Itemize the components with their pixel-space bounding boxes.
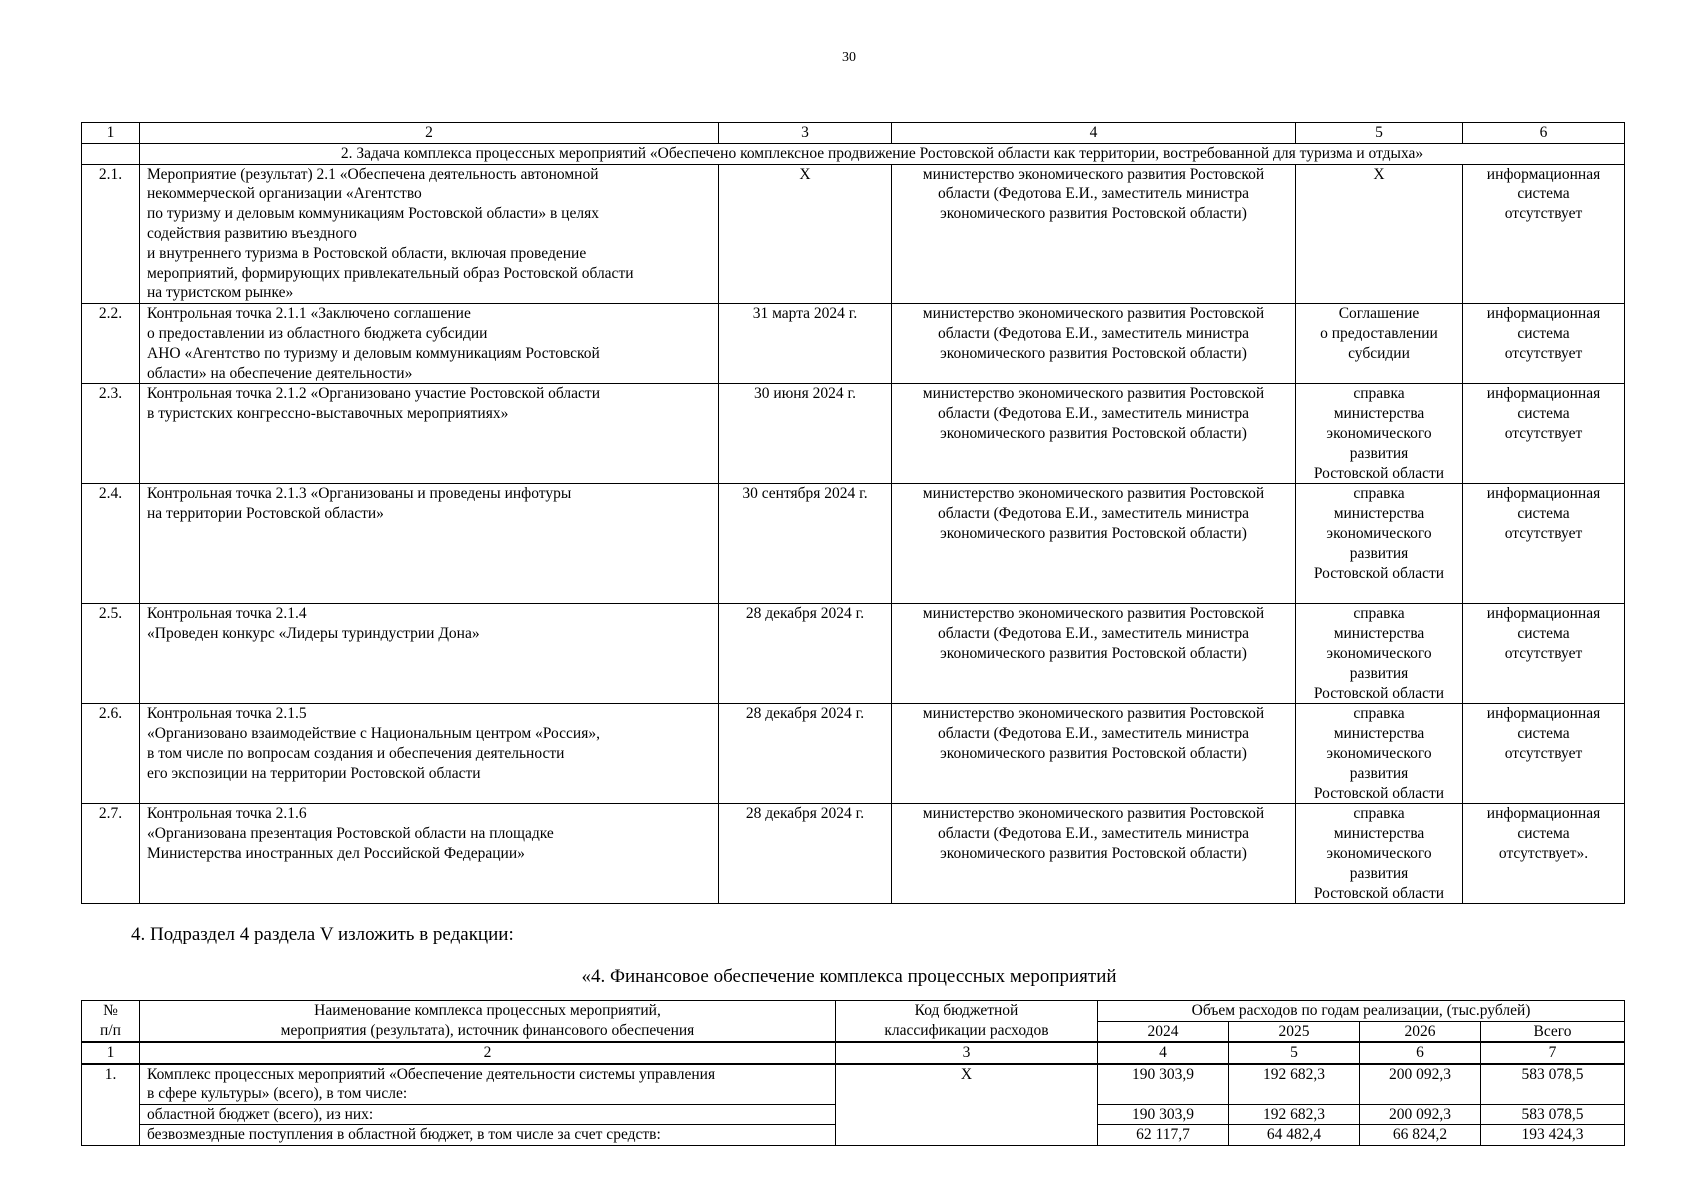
row-info-system: информационная система отсутствует	[1463, 304, 1625, 384]
header-total: Всего	[1481, 1021, 1625, 1042]
header-year: 2026	[1360, 1021, 1481, 1042]
task-empty-cell	[82, 143, 140, 164]
table-row	[82, 704, 1625, 804]
table-row	[82, 484, 1625, 604]
financing-table	[81, 1000, 1625, 1146]
row-number: 2.5.	[82, 604, 140, 704]
header-volume: Объем расходов по годам реализации, (тыс.рублей)	[1098, 1001, 1625, 1022]
column-number: 6	[1360, 1042, 1481, 1064]
value-2025: 192 682,3	[1229, 1064, 1360, 1105]
row-number: 2.4.	[82, 484, 140, 604]
value-2024: 190 303,9	[1098, 1104, 1229, 1125]
row-date: 30 июня 2024 г.	[719, 384, 892, 484]
column-number: 2	[140, 1042, 836, 1064]
row-responsible: министерство экономического развития Ростовской области (Федотова Е.И., заместитель министра экономического развития Ростовской области)	[892, 164, 1296, 304]
task-row	[82, 143, 1625, 164]
header-row	[82, 1001, 1625, 1022]
column-number: 5	[1296, 123, 1463, 144]
row-name: Контрольная точка 2.1.1 «Заключено соглашение о предоставлении из областного бюджета субсидии АНО «Агентство по туризму и деловым коммуникациям Ростовской области» на обеспечение деятельности»	[140, 304, 719, 384]
row-info-system: информационная система отсутствует	[1463, 164, 1625, 304]
activities-table	[81, 122, 1625, 904]
header-code: Код бюджетной классификации расходов	[836, 1001, 1098, 1043]
value-2025: 192 682,3	[1229, 1104, 1360, 1125]
row-document: Х	[1296, 164, 1463, 304]
row-date: 30 сентября 2024 г.	[719, 484, 892, 604]
row-document: справка министерства экономического развития Ростовской области	[1296, 484, 1463, 604]
column-number: 6	[1463, 123, 1625, 144]
row-name: Контрольная точка 2.1.5 «Организовано взаимодействие с Национальным центром «Россия», в том числе по вопросам создания и обеспечения деятельности его экспозиции на территории Ростовской области	[140, 704, 719, 804]
row-info-system: информационная система отсутствует	[1463, 384, 1625, 484]
subsection-title: «4. Финансовое обеспечение комплекса процессных мероприятий	[581, 966, 1117, 987]
row-date: 28 декабря 2024 г.	[719, 704, 892, 804]
row-date: 28 декабря 2024 г.	[719, 604, 892, 704]
value-total: 193 424,3	[1481, 1125, 1625, 1146]
value-total: 583 078,5	[1481, 1064, 1625, 1105]
value-2024: 190 303,9	[1098, 1064, 1229, 1105]
value-2026: 200 092,3	[1360, 1104, 1481, 1125]
row-date: 31 марта 2024 г.	[719, 304, 892, 384]
row-name: Мероприятие (результат) 2.1 «Обеспечена деятельность автономной некоммерческой организации «Агентство по туризму и деловым коммуникациям Ростовской области» в целях содействия развитию въездного и внутреннего туризма в Ростовской области, включая проведение мероприятий, формирующих привлекательный образ Ростовской области на туристском рынке»	[140, 164, 719, 304]
header-name: Наименование комплекса процессных мероприятий, мероприятия (результата), источник финансового обеспечения	[140, 1001, 836, 1043]
column-number: 1	[82, 123, 140, 144]
row-info-system: информационная система отсутствует».	[1463, 804, 1625, 904]
row-number: 2.7.	[82, 804, 140, 904]
column-number: 1	[82, 1042, 140, 1064]
column-number-row	[82, 123, 1625, 144]
value-2025: 64 482,4	[1229, 1125, 1360, 1146]
table-row	[82, 804, 1625, 904]
row-name: Контрольная точка 2.1.3 «Организованы и проведены инфотуры на территории Ростовской области»	[140, 484, 719, 604]
row-document: Соглашение о предоставлении субсидии	[1296, 304, 1463, 384]
row-document: справка министерства экономического развития Ростовской области	[1296, 384, 1463, 484]
row-number: 2.6.	[82, 704, 140, 804]
row-name: Комплекс процессных мероприятий «Обеспечение деятельности системы управления в сфере культуры» (всего), в том числе:	[140, 1064, 836, 1105]
column-number: 7	[1481, 1042, 1625, 1064]
column-number: 4	[892, 123, 1296, 144]
task-title: 2. Задача комплекса процессных мероприятий «Обеспечено комплексное продвижение Ростовской области как территории, востребованной для туризма и отдыха»	[140, 143, 1625, 164]
section-instruction: 4. Подраздел 4 раздела V изложить в редакции:	[131, 924, 514, 945]
column-number: 2	[140, 123, 719, 144]
column-number: 5	[1229, 1042, 1360, 1064]
row-responsible: министерство экономического развития Ростовской области (Федотова Е.И., заместитель министра экономического развития Ростовской области)	[892, 304, 1296, 384]
row-date: 28 декабря 2024 г.	[719, 804, 892, 904]
row-name: областной бюджет (всего), из них:	[140, 1104, 836, 1125]
row-responsible: министерство экономического развития Ростовской области (Федотова Е.И., заместитель министра экономического развития Ростовской области)	[892, 804, 1296, 904]
row-name: Контрольная точка 2.1.4 «Проведен конкурс «Лидеры туриндустрии Дона»	[140, 604, 719, 704]
header-year: 2024	[1098, 1021, 1229, 1042]
table-row	[82, 384, 1625, 484]
row-name: Контрольная точка 2.1.2 «Организовано участие Ростовской области в туристских конгрессно-выставочных мероприятиях»	[140, 384, 719, 484]
column-number: 3	[719, 123, 892, 144]
table-row	[82, 164, 1625, 304]
row-number: 2.1.	[82, 164, 140, 304]
value-2026: 66 824,2	[1360, 1125, 1481, 1146]
value-2024: 62 117,7	[1098, 1125, 1229, 1146]
row-document: справка министерства экономического развития Ростовской области	[1296, 804, 1463, 904]
row-document: справка министерства экономического развития Ростовской области	[1296, 704, 1463, 804]
row-name: Контрольная точка 2.1.6 «Организована презентация Ростовской области на площадке Министерства иностранных дел Российской Федерации»	[140, 804, 719, 904]
page-number: 30	[842, 50, 856, 65]
row-number: 2.3.	[82, 384, 140, 484]
row-number: 2.2.	[82, 304, 140, 384]
value-total: 583 078,5	[1481, 1104, 1625, 1125]
row-info-system: информационная система отсутствует	[1463, 704, 1625, 804]
row-responsible: министерство экономического развития Ростовской области (Федотова Е.И., заместитель министра экономического развития Ростовской области)	[892, 704, 1296, 804]
column-number-row	[82, 1042, 1625, 1064]
row-responsible: министерство экономического развития Ростовской области (Федотова Е.И., заместитель министра экономического развития Ростовской области)	[892, 484, 1296, 604]
header-num: № п/п	[82, 1001, 140, 1043]
row-number: 1.	[82, 1064, 140, 1146]
row-responsible: министерство экономического развития Ростовской области (Федотова Е.И., заместитель министра экономического развития Ростовской области)	[892, 604, 1296, 704]
row-date: Х	[719, 164, 892, 304]
table-row	[82, 1064, 1625, 1105]
row-name: безвозмездные поступления в областной бюджет, в том числе за счет средств:	[140, 1125, 836, 1146]
row-info-system: информационная система отсутствует	[1463, 604, 1625, 704]
row-document: справка министерства экономического развития Ростовской области	[1296, 604, 1463, 704]
row-info-system: информационная система отсутствует	[1463, 484, 1625, 604]
row-responsible: министерство экономического развития Ростовской области (Федотова Е.И., заместитель министра экономического развития Ростовской области)	[892, 384, 1296, 484]
column-number: 3	[836, 1042, 1098, 1064]
value-2026: 200 092,3	[1360, 1064, 1481, 1105]
table-row	[82, 304, 1625, 384]
header-year: 2025	[1229, 1021, 1360, 1042]
column-number: 4	[1098, 1042, 1229, 1064]
row-code: Х	[836, 1064, 1098, 1146]
table-row	[82, 604, 1625, 704]
